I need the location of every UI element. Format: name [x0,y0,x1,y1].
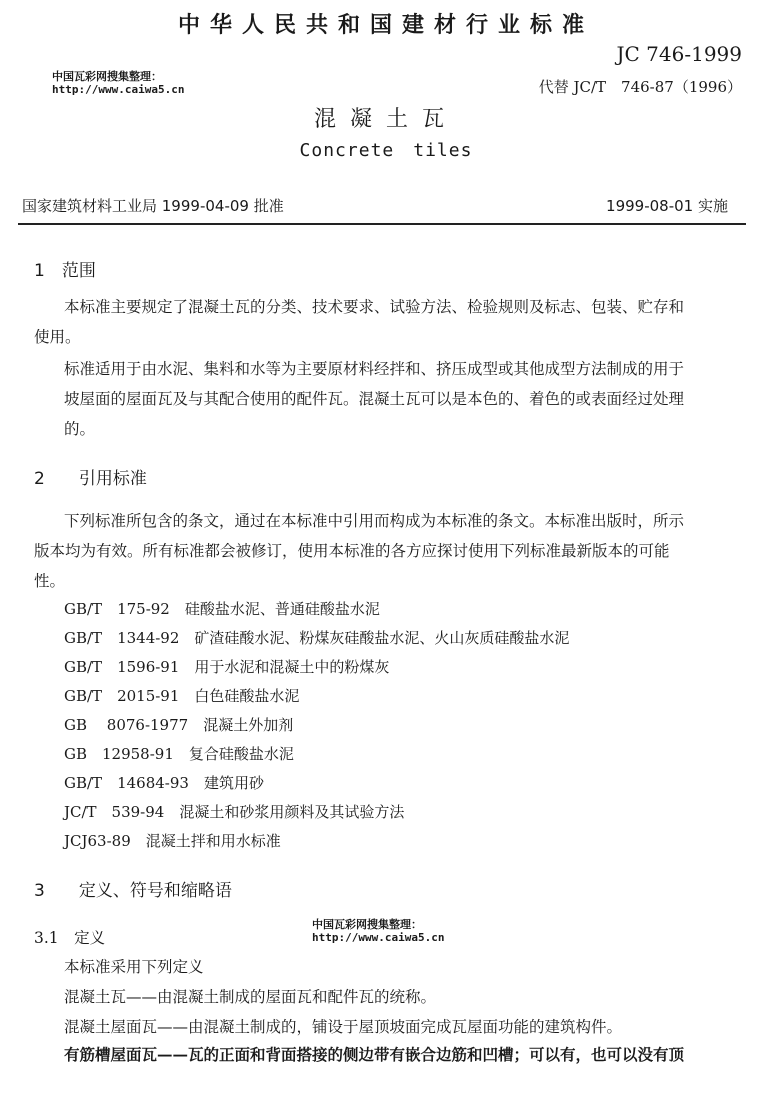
ref-name: 混凝土外加剂 [203,716,294,734]
ref-list-item [64,685,299,706]
section-2-heading: 2 引用标准 [34,469,147,489]
watermark-line2: http://www.caiwa5.cn [52,83,185,96]
ref-name: 建筑用砂 [203,774,264,792]
definition-concrete-tile: 混凝土瓦——由混凝土制成的屋面瓦和配件瓦的统称。 [64,988,437,1006]
definition-interlocking-tile: 有筋槽屋面瓦——瓦的正面和背面搭接的侧边带有嵌合边筋和凹槽；可以有，也可以没有顶 [64,1045,685,1064]
ref-name: 复合硅酸盐水泥 [188,745,294,763]
ref-code: GB 8076-1977 [64,716,189,734]
watermark [52,70,184,96]
ref-name: 白色硅酸盐水泥 [194,687,300,705]
watermark-line2: http://www.caiwa5.cn [312,931,445,944]
document-title: 混凝土瓦 [313,107,458,132]
ref-code: GB/T 14684-93 [64,774,189,792]
ref-code: GB 12958-91 [64,745,174,763]
section-3-heading: 3 定义、符号和缩略语 [34,881,232,901]
watermark [312,918,444,944]
section-2-para-line1: 下列标准所包含的条文，通过在本标准中引用而构成为本标准的条文。本标准出版时，所示 [64,512,685,530]
standard-number: JC 746-1999 [616,42,742,66]
ref-name: 混凝土拌和用水标准 [145,832,281,850]
ref-code: GB/T 2015-91 [64,687,180,705]
effective-date: 1999-08-01 实施 [606,197,728,215]
section-2-para-line2: 版本均为有效。所有标准都会被修订，使用本标准的各方应探讨使用下列标准最新版本的可能 [34,542,670,560]
ref-list-item [64,772,264,793]
standard-category: 中华人民共和国建材行业标准 [177,13,594,38]
ref-code: JC/T 539-94 [64,803,165,821]
section-1-para1-line1: 本标准主要规定了混凝土瓦的分类、技术要求、试验方法、检验规则及标志、包装、贮存和 [64,298,685,316]
section-2-para-line3: 性。 [34,572,66,590]
ref-list-item [64,714,293,735]
replaces-standard: 代替 JC/T 746-87（1996） [538,78,742,96]
ref-code: JCJ63-89 [64,832,131,850]
section-3-1-heading: 3.1 定义 [34,929,106,947]
approval-note: 国家建筑材料工业局 1999-04-09 批准 [22,197,284,215]
ref-name: 混凝土和砂浆用颜料及其试验方法 [179,803,405,821]
header-divider [18,223,746,225]
watermark-line1: 中国瓦彩网搜集整理： [52,70,162,83]
ref-list-item [64,801,404,822]
ref-name: 矿渣硅酸水泥、粉煤灰硅酸盐水泥、火山灰质硅酸盐水泥 [194,629,570,647]
ref-list-item [64,830,281,851]
section-1-para1-line2: 使用。 [34,328,81,346]
ref-code: GB/T 1344-92 [64,629,180,647]
document-title-en: Concrete tiles [299,140,473,161]
ref-list-item [64,627,569,648]
ref-code: GB/T 1596-91 [64,658,180,676]
section-1-para2-line2: 坡屋面的屋面瓦及与其配合使用的配件瓦。混凝土瓦可以是本色的、着色的或表面经过处理 [64,390,685,408]
definition-roof-tile: 混凝土屋面瓦——由混凝土制成的，铺设于屋顶坡面完成瓦屋面功能的建筑构件。 [64,1018,623,1036]
section-1-heading: 1 范围 [34,261,96,281]
ref-list-item [64,656,389,677]
ref-list-item [64,598,380,619]
ref-code: GB/T 175-92 [64,600,170,618]
section-1-para2-line1: 标准适用于由水泥、集料和水等为主要原材料经拌和、挤压成型或其他成型方法制成的用于 [64,360,685,378]
watermark-line1: 中国瓦彩网搜集整理： [312,918,422,931]
section-1-para2-line3: 的。 [64,420,96,438]
ref-list-item [64,743,294,764]
section-3-intro: 本标准采用下列定义 [64,958,204,976]
ref-name: 用于水泥和混凝土中的粉煤灰 [194,658,390,676]
ref-name: 硅酸盐水泥、普通硅酸盐水泥 [184,600,380,618]
